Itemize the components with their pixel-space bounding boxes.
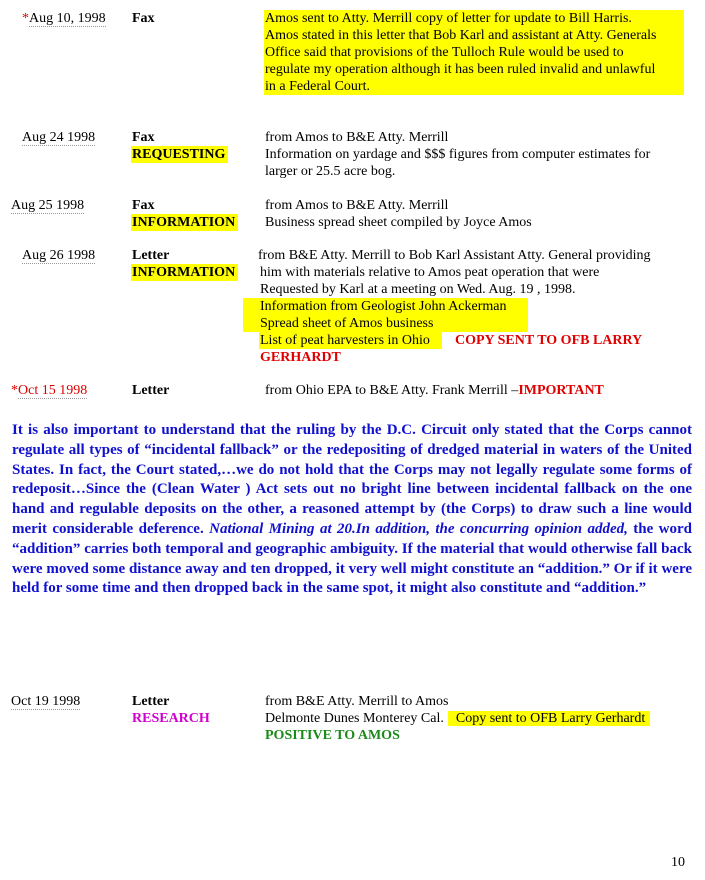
entry-date xyxy=(11,382,87,399)
entry-line: from Amos to B&E Atty. Merrill xyxy=(265,198,449,213)
entry-date xyxy=(22,247,95,264)
entry-line: in a Federal Court. xyxy=(265,79,370,94)
entry-line: him with materials relative to Amos peat operation that were xyxy=(260,265,600,280)
entry-type: Fax xyxy=(132,11,155,26)
date-text: Oct 19 1998 xyxy=(11,694,81,709)
entry-type: Letter xyxy=(132,694,170,709)
copy-note: Copy sent to OFB Larry Gerhardt xyxy=(448,711,650,726)
entry-line: Information from Geologist John Ackerman xyxy=(260,299,507,314)
paragraph-citation: National Mining at 20.In addition, the concurring opinion added, xyxy=(209,520,628,537)
entry-line: Spread sheet of Amos business xyxy=(260,316,434,331)
entry-type: Fax xyxy=(132,130,155,145)
entry-line: from Amos to B&E Atty. Merrill xyxy=(265,130,449,145)
entry-line: regulate my operation although it has been ruled invalid and unlawful xyxy=(265,62,656,77)
paragraph-text: It is also important to understand that the ruling by the D.C. Circuit only stated that the Corps cannot regulate all types of “incidental fallback” or the redepositing of dredged material in waters of the United States. In fact, the Court stated,…we do not hold that the Corps may not legally regulate some forms of redeposit…Since the (Clean Water ) Act sets out no bright line between incidental fallback on the one hand and regulable deposits on the other, a reasoned attempt by (the Corps) to draw such a line would merit considerable deference. xyxy=(12,422,692,537)
entry-type: Letter xyxy=(132,383,170,398)
page-number: 10 xyxy=(671,855,685,870)
entry-type: Letter xyxy=(132,248,170,263)
entry-line: larger or 25.5 acre bog. xyxy=(265,164,396,179)
entry-line-main: Delmonte Dunes Monterey Cal. xyxy=(265,711,444,726)
entry-line xyxy=(265,710,650,727)
entry-category: INFORMATION xyxy=(131,214,238,231)
important-star: * xyxy=(22,11,29,26)
entry-line: Amos sent to Atty. Merrill copy of letter for update to Bill Harris. xyxy=(265,11,632,26)
entry-category: INFORMATION xyxy=(131,264,238,281)
entry-category: RESEARCH xyxy=(132,711,210,726)
copy-note: COPY SENT TO OFB LARRY xyxy=(455,333,643,348)
entry-date xyxy=(22,10,106,27)
date-text: Aug 26 1998 xyxy=(22,248,96,263)
copy-note-cont: GERHARDT xyxy=(260,350,341,365)
legal-paragraph xyxy=(12,421,692,599)
entry-line: Requested by Karl at a meeting on Wed. Aug. 19 , 1998. xyxy=(260,282,576,297)
entry-line-main: from Ohio EPA to B&E Atty. Frank Merrill – xyxy=(265,383,519,398)
entry-type: Fax xyxy=(132,198,155,213)
date-text: Aug 25 1998 xyxy=(11,198,85,213)
entry-date xyxy=(11,197,84,214)
result-note: POSITIVE TO AMOS xyxy=(265,728,400,743)
date-text: Oct 15 1998 xyxy=(18,383,88,398)
entry-line: Information on yardage and $$$ figures from computer estimates for xyxy=(265,147,651,162)
important-flag: IMPORTANT xyxy=(518,383,604,398)
entry-line: from B&E Atty. Merrill to Bob Karl Assistant Atty. General providing xyxy=(258,248,651,263)
entry-category: REQUESTING xyxy=(131,146,228,163)
entry-line: List of peat harvesters in Ohio xyxy=(260,333,430,348)
entry-line xyxy=(265,382,604,399)
entry-date xyxy=(22,129,95,146)
date-text: Aug 24 1998 xyxy=(22,130,96,145)
entry-line: Amos stated in this letter that Bob Karl and assistant at Atty. Generals xyxy=(265,28,657,43)
entry-date xyxy=(11,693,80,710)
paragraph-text: the word “addition” carries both temporal and geographic ambiguity. If the material that would otherwise fall back were moved some distance away and ten dropped, it very well might constitute an “addition.” Or if it were held for some time and then dropped back in the same spot, it might also constitute and “addition.” xyxy=(12,520,692,597)
entry-line: Office said that provisions of the Tulloch Rule would be used to xyxy=(265,45,624,60)
important-star: * xyxy=(11,383,18,398)
entry-line: Business spread sheet compiled by Joyce Amos xyxy=(265,215,532,230)
entry-line: from B&E Atty. Merrill to Amos xyxy=(265,694,449,709)
date-text: Aug 10, 1998 xyxy=(29,11,106,26)
